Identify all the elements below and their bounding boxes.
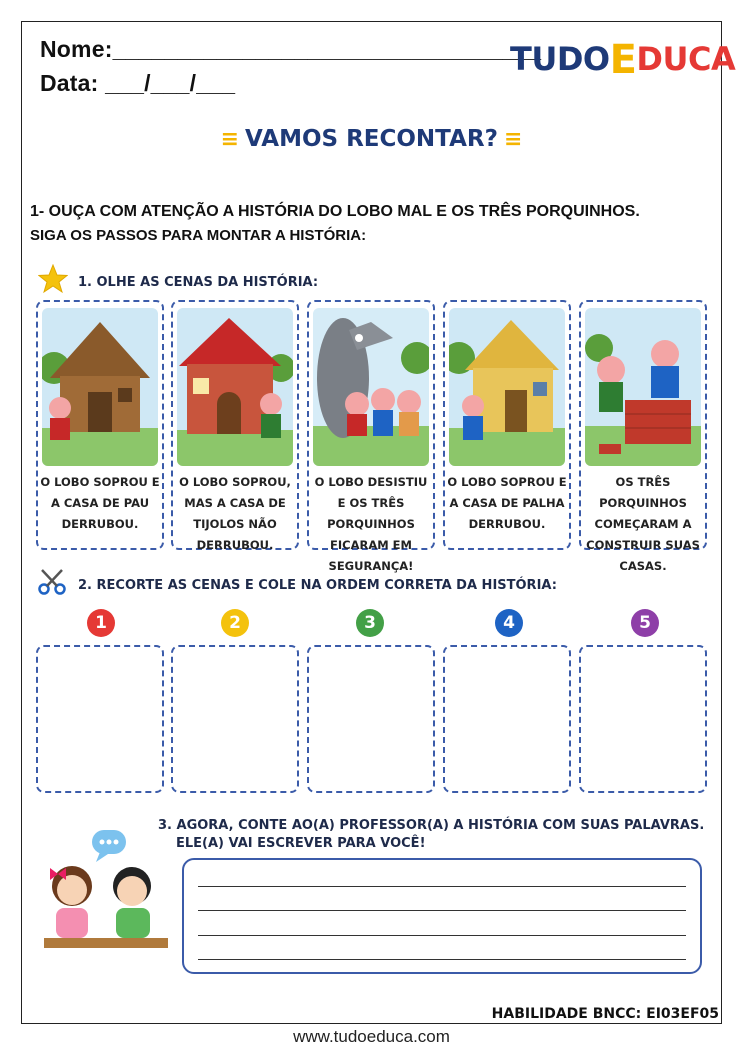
- card-caption: O LOBO SOPROU, MAS A CASA DE TIJOLOS NÃO DERRUBOU.: [179, 475, 291, 552]
- order-number-4: 4: [495, 609, 523, 637]
- card-caption: O LOBO SOPROU E A CASA DE PALHA DERRUBOU.: [447, 475, 567, 531]
- star-icon: [38, 264, 68, 294]
- order-number-5: 5: [631, 609, 659, 637]
- paste-slot-5[interactable]: [579, 645, 707, 793]
- scene-card-straw-house[interactable]: [443, 300, 571, 550]
- paste-slot-1[interactable]: [36, 645, 164, 793]
- children-talking-illustration: [40, 828, 172, 958]
- sparkle-icon: ≡: [220, 127, 240, 152]
- paste-slot-2[interactable]: [171, 645, 299, 793]
- bncc-skill-code: HABILIDADE BNCC: EI03EF05: [491, 1006, 719, 1022]
- writing-line[interactable]: [198, 935, 686, 936]
- wolf-pigs-scene: [313, 308, 429, 466]
- sparkle-icon: ≡: [503, 127, 523, 152]
- scene-card-wolf-pigs[interactable]: [307, 300, 435, 573]
- brick-house-scene: [177, 308, 293, 466]
- date-label: Data:: [40, 70, 99, 96]
- step-3-line-2: ELE(A) VAI ESCREVER PARA VOCÊ!: [176, 836, 426, 851]
- scissors-icon: [38, 568, 66, 596]
- step-1-label: 1. OLHE AS CENAS DA HISTÓRIA:: [78, 275, 319, 290]
- wood-house-scene: [42, 308, 158, 466]
- name-line[interactable]: [40, 36, 541, 63]
- name-label: Nome:: [40, 36, 113, 62]
- pigs-building-scene: [585, 308, 701, 466]
- straw-house-scene: [449, 308, 565, 466]
- card-caption: O LOBO SOPROU E A CASA DE PAU DERRUBOU.: [40, 475, 160, 531]
- card-caption: O LOBO DESISTIU E OS TRÊS PORQUINHOS FICARAM EM SEGURANÇA!: [314, 475, 428, 573]
- page-title: ≡ VAMOS RECONTAR? ≡: [220, 126, 523, 152]
- scene-card-brick-house[interactable]: [171, 300, 299, 550]
- step-3-line-1: 3. AGORA, CONTE AO(A) PROFESSOR(A) A HISTÓRIA COM SUAS PALAVRAS.: [158, 818, 705, 833]
- writing-line[interactable]: [198, 959, 686, 960]
- order-number-3: 3: [356, 609, 384, 637]
- date-line[interactable]: [40, 70, 235, 97]
- writing-line[interactable]: [198, 910, 686, 911]
- writing-box[interactable]: [182, 858, 702, 974]
- footer-url[interactable]: www.tudoeduca.com: [293, 1027, 450, 1046]
- paste-slot-3[interactable]: [307, 645, 435, 793]
- date-blank[interactable]: ___/___/___: [105, 70, 236, 96]
- writing-line[interactable]: [198, 886, 686, 887]
- card-caption: OS TRÊS PORQUINHOS COMEÇARAM A CONSTRUIR SUAS CASAS.: [586, 475, 700, 573]
- tudoeduca-logo: TUDOEDUCA: [510, 37, 736, 83]
- name-blank[interactable]: _________________________________: [112, 36, 542, 62]
- scene-card-pigs-building[interactable]: [579, 300, 707, 573]
- order-number-2: 2: [221, 609, 249, 637]
- order-number-1: 1: [87, 609, 115, 637]
- instruction-line-1: 1- OUÇA COM ATENÇÃO A HISTÓRIA DO LOBO MAL E OS TRÊS PORQUINHOS.: [30, 203, 640, 220]
- scene-card-wood-house[interactable]: [36, 300, 164, 550]
- paste-slot-4[interactable]: [443, 645, 571, 793]
- instruction-line-2: SIGA OS PASSOS PARA MONTAR A HISTÓRIA:: [30, 227, 367, 244]
- step-2-label: 2. RECORTE AS CENAS E COLE NA ORDEM CORRETA DA HISTÓRIA:: [78, 578, 557, 593]
